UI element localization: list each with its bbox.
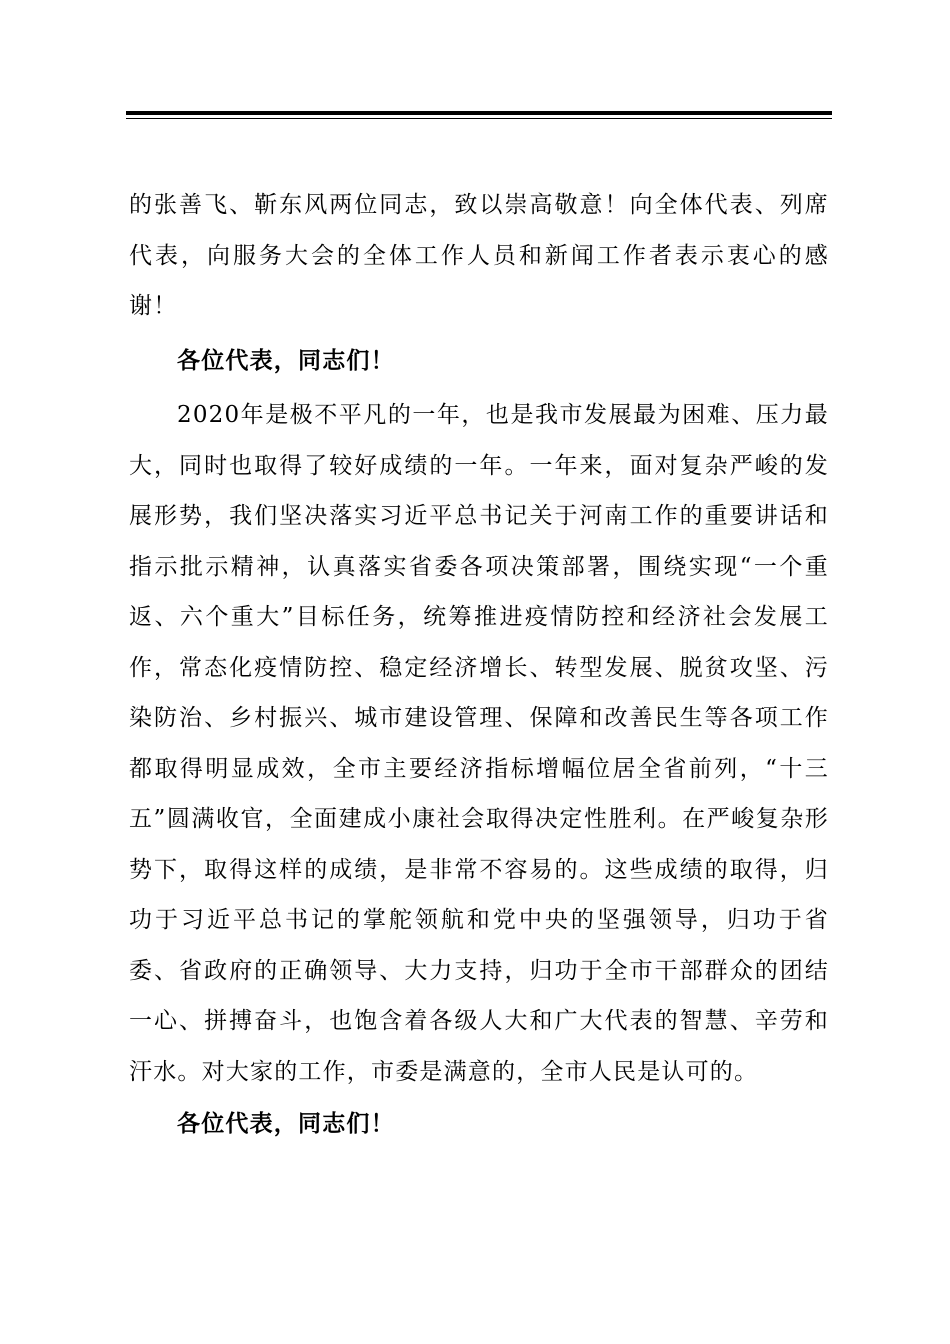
document-body [129,180,829,1154]
salutation-heading: 各位代表，同志们！ [177,346,395,374]
header-rule-thin [126,118,832,119]
salutation-heading: 各位代表，同志们！ [177,1110,395,1137]
paragraph-continuation: 的张善飞、靳东风两位同志，致以崇高敬意！向全体代表、列席代表，向服务大会的全体工作人员和新闻工作者表示衷心的感谢！ [129,192,829,319]
paragraph-body: 2020年是极不平凡的一年，也是我市发展最为困难、压力最大，同时也取得了较好成绩的一年。一年来，面对复杂严峻的发展形势，我们坚决落实习近平总书记关于河南工作的重要讲话和指示批示精神，认真落实省委各项决策部署，围绕实现“一个重返、六个重大”目标任务，统筹推进疫情防控和经济社会发展工作，常态化疫情防控、稳定经济增长、转型发展、脱贫攻坚、污染防治、乡村振兴、城市建设管理、保障和改善民生等各项工作都取得明显成效，全市主要经济指标增幅位居全省前列，“十三五”圆满收官，全面建成小康社会取得决定性胜利。在严峻复杂形势下，取得这样的成绩，是非常不容易的。这些成绩的取得，归功于习近平总书记的掌舵领航和党中央的坚强领导，归功于省委、省政府的正确领导、大力支持，归功于全市干部群众的团结一心、拼搏奋斗，也饱含着各级人大和广大代表的智慧、辛劳和汗水。对大家的工作，市委是满意的，全市人民是认可的。 [129,402,829,1085]
header-rule-thick [126,111,832,115]
